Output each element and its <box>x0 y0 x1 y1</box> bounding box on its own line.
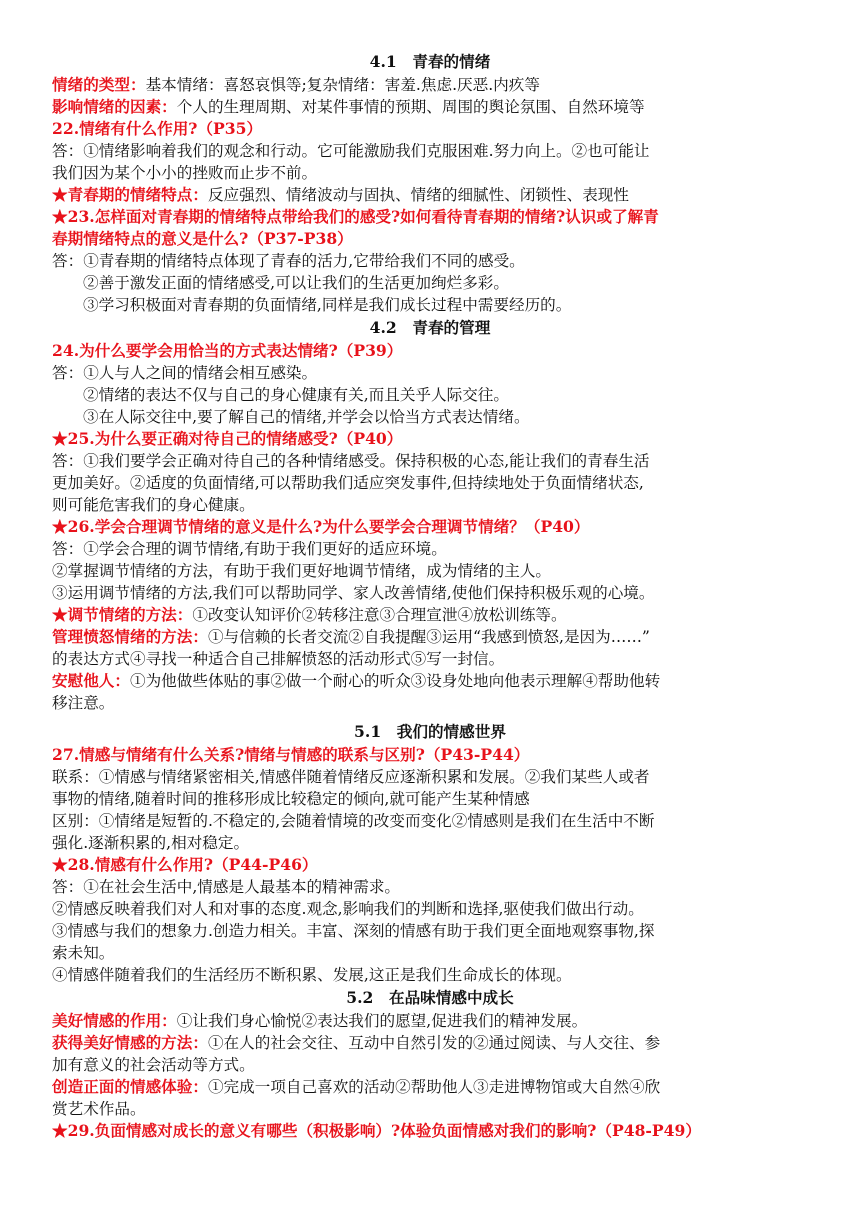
answer-line: 更加美好。②适度的负面情绪,可以帮助我们适应突发事件,但持续地处于负面情绪状态, <box>52 474 644 492</box>
term-text: 基本情绪：喜怒哀惧等;复杂情绪：害羞.焦虑.厌恶.内疚等 <box>145 76 540 94</box>
answer-line: 索未知。 <box>52 944 115 962</box>
question-28: ★28.情感有什么作用?（P44-P46） <box>52 855 318 874</box>
text-line <box>52 604 808 626</box>
answer-line: 则可能危害我们的身心健康。 <box>52 496 255 514</box>
text-line: 赏艺术作品。 <box>52 1100 146 1118</box>
question-24: 24.为什么要学会用恰当的方式表达情绪?（P39） <box>52 341 403 360</box>
term-text: ①在人的社会交往、互动中自然引发的②通过阅读、与人交往、参 <box>207 1034 661 1052</box>
section-heading-5-2: 5.2 在品味情感中成长 <box>346 988 514 1007</box>
text-line <box>52 1010 808 1032</box>
term-label: 情绪的类型： <box>52 75 146 94</box>
answer-line: 我们因为某个小小的挫败而止步不前。 <box>52 164 318 182</box>
text-line: 的表达方式④寻找一种适合自己排解愤怒的活动形式⑤写一封信。 <box>52 650 505 668</box>
answer-line: ③学习积极面对青春期的负面情绪,同样是我们成长过程中需要经历的。 <box>83 296 572 314</box>
term-text: ①改变认知评价②转移注意③合理宣泄④放松训练等。 <box>192 606 567 624</box>
answer-line: 联系：①情感与情绪紧密相关,情感伴随着情绪反应逐渐积累和发展。②我们某些人或者 <box>52 768 650 786</box>
term-label: 管理愤怒情绪的方法： <box>52 627 208 646</box>
text-line: 加有意义的社会活动等方式。 <box>52 1056 255 1074</box>
section-heading-5-1: 5.1 我们的情感世界 <box>354 722 506 741</box>
question-23: ★23.怎样面对青春期的情绪特点带给我们的感受?如何看待青春期的情绪?认识或了解青 <box>52 207 659 226</box>
text-line <box>52 96 808 118</box>
section-heading-4-1: 4.1 青春的情绪 <box>369 52 491 71</box>
text-line <box>52 1076 808 1098</box>
answer-line: 答：①学会合理的调节情绪,有助于我们更好的适应环境。 <box>52 540 447 558</box>
text-line <box>52 626 808 648</box>
question-25: ★25.为什么要正确对待自己的情绪感受?（P40） <box>52 429 403 448</box>
term-text: ①让我们身心愉悦②表达我们的愿望,促进我们的精神发展。 <box>176 1012 588 1030</box>
answer-line: 答：①人与人之间的情绪会相互感染。 <box>52 364 318 382</box>
term-label: 影响情绪的因素： <box>52 97 177 116</box>
term-label: 获得美好情感的方法： <box>52 1033 208 1052</box>
answer-line: 事物的情绪,随着时间的推移形成比较稳定的倾向,就可能产生某种情感 <box>52 790 530 808</box>
answer-line: 答：①情绪影响着我们的观念和行动。它可能激励我们克服困难.努力向上。②也可能让 <box>52 142 650 160</box>
answer-line: 区别：①情绪是短暂的.不稳定的,会随着情境的改变而变化②情感则是我们在生活中不断 <box>52 812 655 830</box>
term-label: 美好情感的作用： <box>52 1011 177 1030</box>
term-text: ①为他做些体贴的事②做一个耐心的听众③设身处地向他表示理解④帮助他转 <box>129 672 661 690</box>
text-line: 移注意。 <box>52 694 115 712</box>
answer-line: ③运用调节情绪的方法,我们可以帮助同学、家人改善情绪,使他们保持积极乐观的心境。 <box>52 584 655 602</box>
question-26: ★26.学会合理调节情绪的意义是什么?为什么要学会合理调节情绪？（P40） <box>52 517 590 536</box>
answer-line: ②掌握调节情绪的方法，有助于我们更好地调节情绪，成为情绪的主人。 <box>52 562 552 580</box>
answer-line: ②情绪的表达不仅与自己的身心健康有关,而且关乎人际交往。 <box>83 386 509 404</box>
text-line <box>52 74 808 96</box>
term-label: ★青春期的情绪特点： <box>52 185 208 204</box>
text-line <box>52 1032 808 1054</box>
answer-line: 答：①青春期的情绪特点体现了青春的活力,它带给我们不同的感受。 <box>52 252 525 270</box>
term-label: ★调节情绪的方法： <box>52 605 193 624</box>
question-27: 27.情感与情绪有什么关系?情绪与情感的联系与区别?（P43-P44） <box>52 745 530 764</box>
answer-line: 答：①在社会生活中,情感是人最基本的精神需求。 <box>52 878 401 896</box>
answer-line: 强化.逐渐积累的,相对稳定。 <box>52 834 250 852</box>
term-text: ①与信赖的长者交流②自我提醒③运用“我感到愤怒,是因为……” <box>207 628 650 646</box>
section-heading-4-2: 4.2 青春的管理 <box>369 318 491 337</box>
term-text: 个人的生理周期、对某件事情的预期、周围的舆论氛围、自然环境等 <box>176 98 645 116</box>
answer-line: ③在人际交往中,要了解自己的情绪,并学会以恰当方式表达情绪。 <box>83 408 530 426</box>
term-text: 反应强烈、情绪波动与固执、情绪的细腻性、闭锁性、表现性 <box>207 186 629 204</box>
answer-line: 答：①我们要学会正确对待自己的各种情绪感受。保持积极的心态,能让我们的青春生活 <box>52 452 650 470</box>
term-text: ①完成一项自己喜欢的活动②帮助他人③走进博物馆或大自然④欣 <box>207 1078 661 1096</box>
text-line <box>52 670 808 692</box>
answer-line: ②善于激发正面的情绪感受,可以让我们的生活更加绚烂多彩。 <box>83 274 509 292</box>
answer-line: ②情感反映着我们对人和对事的态度.观念,影响我们的判断和选择,驱使我们做出行动。 <box>52 900 644 918</box>
text-line <box>52 184 808 206</box>
term-label: 创造正面的情感体验： <box>52 1077 208 1096</box>
question-23-cont: 春期情绪特点的意义是什么?（P37-P38） <box>52 229 353 248</box>
term-label: 安慰他人： <box>52 671 130 690</box>
answer-line: ③情感与我们的想象力.创造力相关。丰富、深刻的情感有助于我们更全面地观察事物,探 <box>52 922 655 940</box>
question-29: ★29.负面情感对成长的意义有哪些（积极影响）?体验负面情感对我们的影响?（P48-P49） <box>52 1121 701 1140</box>
answer-line: ④情感伴随着我们的生活经历不断积累、发展,这正是我们生命成长的体现。 <box>52 966 572 984</box>
question-22: 22.情绪有什么作用?（P35） <box>52 119 263 138</box>
